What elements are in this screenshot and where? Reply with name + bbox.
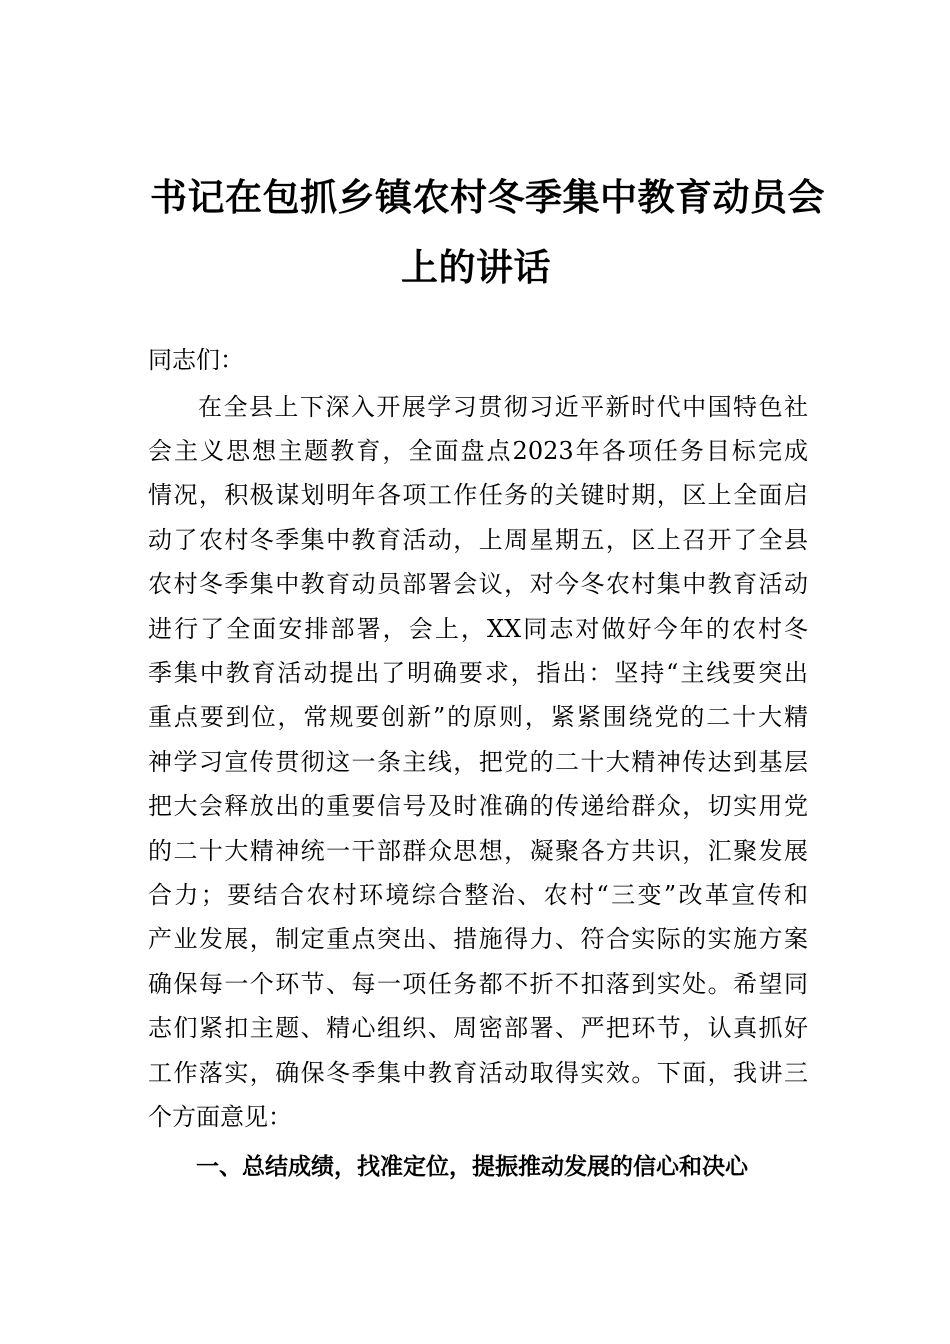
paragraph-line: 重点要到位，常规要创新”的原则，紧紧围绕党的二十大精 bbox=[148, 703, 808, 731]
paragraph-line: 情况，积极谋划明年各项工作任务的关键时期，区上全面启 bbox=[148, 481, 808, 509]
paragraph-line: 个方面意见： bbox=[148, 1103, 292, 1131]
paragraph-line: 进行了全面安排部署，会上，XX同志对做好今年的农村冬 bbox=[148, 615, 808, 643]
paragraph-line: 的二十大精神统一干部群众思想，凝聚各方共识，汇聚发展 bbox=[148, 837, 808, 865]
paragraph-line: 把大会释放出的重要信号及时准确的传递给群众，切实用党 bbox=[148, 792, 808, 820]
paragraph-line: 动了农村冬季集中教育活动，上周星期五，区上召开了全县 bbox=[148, 526, 808, 554]
paragraph-line: 合力；要结合农村环境综合整治、农村“三变”改革宣传和 bbox=[148, 881, 808, 909]
paragraph-line: 产业发展，制定重点突出、措施得力、符合实际的实施方案 bbox=[148, 925, 808, 953]
paragraph-line: 农村冬季集中教育动员部署会议，对今冬农村集中教育活动 bbox=[148, 570, 808, 598]
document-title-line-1: 书记在包抓乡镇农村冬季集中教育动员会 bbox=[150, 175, 825, 219]
paragraph-line: 确保每一个环节、每一项任务都不折不扣落到实处。希望同 bbox=[148, 970, 808, 998]
salutation: 同志们： bbox=[148, 346, 244, 374]
section-heading: 一、总结成绩，找准定位，提振推动发展的信心和决心 bbox=[196, 1154, 748, 1180]
paragraph-line: 神学习宣传贯彻这一条主线，把党的二十大精神传达到基层 bbox=[148, 748, 808, 776]
paragraph-line: 会主义思想主题教育，全面盘点2023年各项任务目标完成 bbox=[148, 437, 808, 465]
paragraph-line: 志们紧扣主题、精心组织、周密部署、严把环节，认真抓好 bbox=[148, 1014, 808, 1042]
paragraph-line: 在全县上下深入开展学习贯彻习近平新时代中国特色社 bbox=[198, 393, 808, 421]
paragraph-line: 季集中教育活动提出了明确要求，指出：坚持“主线要突出 bbox=[148, 659, 808, 687]
paragraph-line: 工作落实，确保冬季集中教育活动取得实效。下面，我讲三 bbox=[148, 1059, 808, 1087]
document-title-line-2: 上的讲话 bbox=[401, 245, 551, 289]
